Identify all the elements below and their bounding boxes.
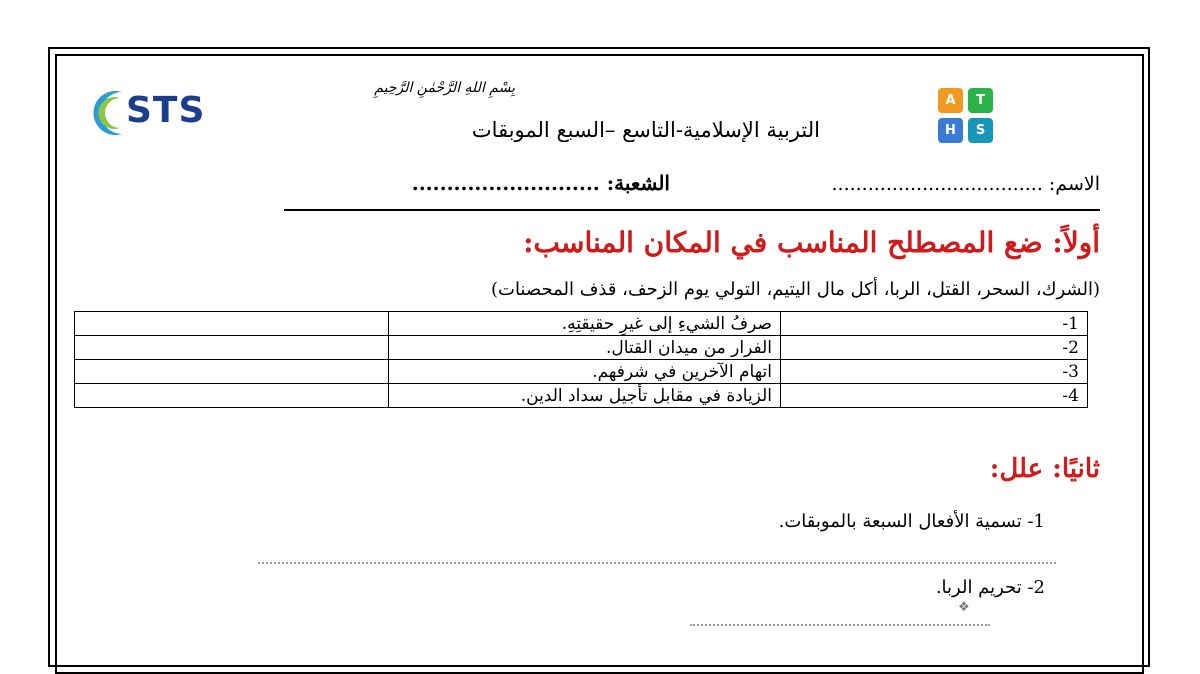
terms-table [74, 311, 1088, 408]
logo-tile-t: T [968, 88, 993, 113]
question2-item-2: 2- تحريم الربا. [935, 577, 1045, 598]
sts-logo [92, 88, 232, 138]
student-name-field[interactable]: الاسم: ................................... [831, 173, 1100, 195]
row-number: 3- [781, 360, 1088, 384]
basmala: بِسْمِ اللهِ الرَّحْمٰنِ الرَّحِيمِ [374, 80, 515, 96]
row-definition: الفرار من ميدان القتال. [389, 336, 781, 360]
row-definition: صرفُ الشيءِ إلى غيرِ حقيقتِهِ. [389, 312, 781, 336]
question1-heading: أولاً: ضع المصطلح المناسب في المكان المناسب: [523, 226, 1100, 259]
logo-tile-a: A [938, 88, 963, 113]
table-row [75, 360, 1088, 384]
header-divider [284, 209, 1100, 211]
answer-cell[interactable] [75, 360, 389, 384]
table-row [75, 384, 1088, 408]
table-row [75, 312, 1088, 336]
diamond-bullet-icon: ❖ [958, 600, 970, 615]
question2-heading: ثانيًا: علل: [989, 454, 1100, 484]
logo-tile-h: H [938, 118, 963, 143]
answer-cell[interactable] [75, 384, 389, 408]
row-number: 2- [781, 336, 1088, 360]
answer-line-1[interactable] [258, 562, 1056, 564]
row-definition: اتهام الآخرين في شرفهم. [389, 360, 781, 384]
sts-logo-text: STS [126, 90, 206, 131]
table-row [75, 336, 1088, 360]
page-title: التربية الإسلامية-التاسع –السبع الموبقات [471, 118, 820, 142]
answer-line-2[interactable] [690, 624, 990, 626]
row-definition: الزيادة في مقابل تأجيل سداد الدين. [389, 384, 781, 408]
question2-item-1: 1- تسمية الأفعال السبعة بالموبقات. [778, 511, 1045, 532]
answer-cell[interactable] [75, 312, 389, 336]
aths-logo [938, 88, 994, 144]
word-bank: (الشرك، السحر، القتل، الربا، أكل مال اليتيم، التولي يوم الزحف، قذف المحصنات) [490, 279, 1100, 300]
answer-cell[interactable] [75, 336, 389, 360]
row-number: 1- [781, 312, 1088, 336]
row-number: 4- [781, 384, 1088, 408]
student-section-field[interactable]: الشعبة: ........................... [411, 171, 670, 195]
logo-tile-s: S [968, 118, 993, 143]
